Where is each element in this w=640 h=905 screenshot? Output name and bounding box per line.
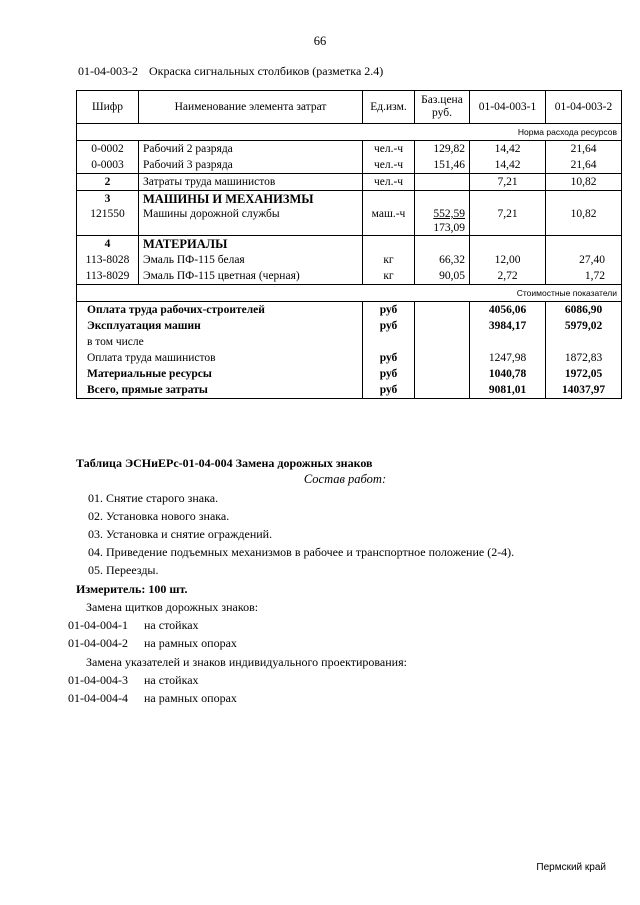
price-text: на рамных опорах <box>144 636 237 650</box>
summary-unit: руб <box>363 302 415 319</box>
row-code: 121550 <box>77 207 139 236</box>
row-price-cell <box>415 207 470 236</box>
price-line <box>68 691 237 706</box>
summary-value-1: 4056,06 <box>470 302 546 319</box>
section-number: 4 <box>77 236 139 253</box>
header-col2: 01-04-003-2 <box>546 91 622 124</box>
row-code: 2 <box>77 174 139 191</box>
price-code: 01-04-004-1 <box>68 618 128 632</box>
row-name: Затраты труда машинистов <box>139 174 363 191</box>
row-value-1: 14,42 <box>470 157 546 174</box>
cost-label: Стоимостные показатели <box>77 285 622 302</box>
row-value-2: 10,82 <box>546 174 622 191</box>
table-row <box>77 174 622 191</box>
group-title: Замена щитков дорожных знаков: <box>86 600 259 614</box>
row-price-operators: 173,09 <box>433 222 465 234</box>
section-title-materials: МАТЕРИАЛЫ <box>139 236 363 253</box>
summary-row <box>77 318 622 334</box>
row-value-2: 1,72 <box>546 268 622 285</box>
price-text: на рамных опорах <box>144 691 237 705</box>
section-row <box>77 236 622 253</box>
row-value-1: 7,21 <box>470 174 546 191</box>
summary-value-2: 14037,97 <box>546 382 622 399</box>
summary-name: Всего, прямые затраты <box>77 382 363 399</box>
summary-value-2: 1972,05 <box>546 366 622 382</box>
row-code: 113-8029 <box>77 268 139 285</box>
row-unit: кг <box>363 268 415 285</box>
section-title-machines: МАШИНЫ И МЕХАНИЗМЫ <box>139 191 363 208</box>
header-price: Баз.цена руб. <box>415 91 470 124</box>
row-code: 0-0002 <box>77 141 139 158</box>
section-row <box>77 191 622 208</box>
price-text: на стойках <box>144 673 199 687</box>
row-value-2: 27,40 <box>546 252 622 268</box>
work-composition-title: Состав работ: <box>303 472 387 486</box>
summary-name: Оплата труда рабочих-строителей <box>77 302 363 319</box>
summary-unit: руб <box>363 350 415 366</box>
row-unit: чел.-ч <box>363 174 415 191</box>
section-heading <box>78 64 383 79</box>
row-price: 151,46 <box>415 157 470 174</box>
summary-row <box>77 350 622 366</box>
row-value-1: 2,72 <box>470 268 546 285</box>
row-value-1: 7,21 <box>470 207 546 236</box>
row-name: Эмаль ПФ-115 цветная (черная) <box>139 268 363 285</box>
summary-name: в том числе <box>77 334 363 350</box>
work-item: 05. Переезды. <box>88 563 159 577</box>
summary-name: Материальные ресурсы <box>77 366 363 382</box>
row-unit: маш.-ч <box>363 207 415 236</box>
norm-label-row <box>77 124 622 141</box>
summary-value-1: 3984,17 <box>470 318 546 334</box>
table-row <box>77 252 622 268</box>
work-item: 01. Снятие старого знака. <box>88 491 219 505</box>
section-number: 3 <box>77 191 139 208</box>
row-name: Рабочий 3 разряда <box>139 157 363 174</box>
summary-row <box>77 382 622 399</box>
table-row <box>77 157 622 174</box>
group-title: Замена указателей и знаков индивидуального проектирования: <box>86 655 407 669</box>
table-row <box>77 141 622 158</box>
row-price <box>415 174 470 191</box>
cost-label-row <box>77 285 622 302</box>
header-col1: 01-04-003-1 <box>470 91 546 124</box>
row-price: 552,59 <box>433 208 465 220</box>
price-line <box>68 636 237 651</box>
table2-heading: Таблица ЭСНиЕРс-01-04-004 Замена дорожных знаков <box>76 456 373 470</box>
table-row <box>77 268 622 285</box>
resource-cost-table <box>76 90 622 399</box>
row-name: Эмаль ПФ-115 белая <box>139 252 363 268</box>
row-unit: чел.-ч <box>363 141 415 158</box>
footer-region: Пермский край <box>536 862 606 873</box>
norm-label: Норма расхода ресурсов <box>77 124 622 141</box>
row-value-2: 21,64 <box>546 141 622 158</box>
summary-value-2: 5979,02 <box>546 318 622 334</box>
row-price: 129,82 <box>415 141 470 158</box>
price-code: 01-04-004-4 <box>68 691 128 705</box>
price-code: 01-04-004-3 <box>68 673 128 687</box>
row-price: 66,32 <box>415 252 470 268</box>
work-item: 03. Установка и снятие ограждений. <box>88 527 273 541</box>
price-code: 01-04-004-2 <box>68 636 128 650</box>
summary-value-2: 6086,90 <box>546 302 622 319</box>
table-header-row <box>77 91 622 124</box>
row-value-1: 12,00 <box>470 252 546 268</box>
header-code: Шифр <box>77 91 139 124</box>
row-value-2: 21,64 <box>546 157 622 174</box>
summary-row <box>77 302 622 319</box>
price-line <box>68 618 199 633</box>
summary-value-1: 9081,01 <box>470 382 546 399</box>
page-number: 66 <box>313 34 327 48</box>
row-unit: кг <box>363 252 415 268</box>
measure-unit: Измеритель: 100 шт. <box>76 582 188 596</box>
table-row <box>77 207 622 236</box>
section-code: 01-04-003-2 <box>78 64 138 78</box>
row-code: 0-0003 <box>77 157 139 174</box>
summary-row <box>77 334 622 350</box>
work-item: 02. Установка нового знака. <box>88 509 230 523</box>
row-price: 90,05 <box>415 268 470 285</box>
row-name: Рабочий 2 разряда <box>139 141 363 158</box>
header-name: Наименование элемента затрат <box>139 91 363 124</box>
section-title: Окраска сигнальных столбиков (разметка 2.4) <box>149 64 384 78</box>
summary-value-2: 1872,83 <box>546 350 622 366</box>
header-unit: Ед.изм. <box>363 91 415 124</box>
work-item: 04. Приведение подъемных механизмов в рабочее и транспортное положение (2-4). <box>88 545 515 559</box>
summary-unit: руб <box>363 318 415 334</box>
price-text: на стойках <box>144 618 199 632</box>
summary-value-1: 1247,98 <box>470 350 546 366</box>
row-value-2: 10,82 <box>546 207 622 236</box>
row-unit: чел.-ч <box>363 157 415 174</box>
summary-row <box>77 366 622 382</box>
summary-unit: руб <box>363 382 415 399</box>
price-line <box>68 673 199 688</box>
summary-name: Эксплуатация машин <box>77 318 363 334</box>
row-name: Машины дорожной службы <box>139 207 363 236</box>
row-value-1: 14,42 <box>470 141 546 158</box>
summary-unit: руб <box>363 366 415 382</box>
row-code: 113-8028 <box>77 252 139 268</box>
summary-value-1: 1040,78 <box>470 366 546 382</box>
summary-name: Оплата труда машинистов <box>77 350 363 366</box>
